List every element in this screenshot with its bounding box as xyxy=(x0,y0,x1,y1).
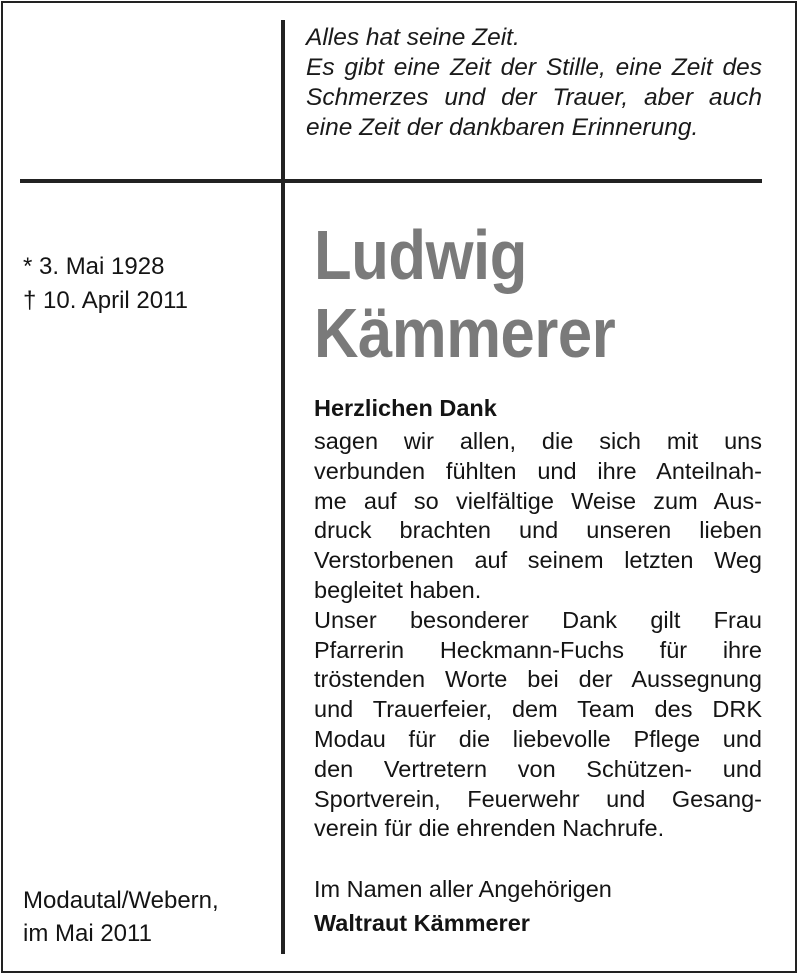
text-line: verbunden fühlten und ihre Anteilnah- xyxy=(314,457,762,484)
text-line: Unser besonderer Dank gilt Frau xyxy=(314,606,762,633)
horizontal-cross-line xyxy=(20,179,762,183)
text-line: verein für die ehrenden Nachrufe. xyxy=(314,815,665,842)
text-line: Verstorbenen auf seinem letzten Weg xyxy=(314,547,762,574)
birth-date: * 3. Mai 1928 xyxy=(23,253,165,280)
deceased-name xyxy=(314,216,656,372)
text-line: und Trauerfeier, dem Team des DRK xyxy=(314,696,762,723)
quote-line: Alles hat seine Zeit. xyxy=(306,24,520,51)
signature-intro: Im Namen aller Angehörigen xyxy=(314,876,612,902)
text-line: Pfarrerin Heckmann-Fuchs für ihre xyxy=(314,636,762,663)
thanks-text xyxy=(314,427,762,844)
quote-line: eine Zeit der dankbaren Erinnerung. xyxy=(306,114,699,141)
text-line: druck brachten und unseren lieben xyxy=(314,517,762,544)
text-line: den Vertretern von Schützen- und xyxy=(314,755,762,782)
deceased-first-name: Ludwig xyxy=(314,216,527,294)
signer-name: Waltraut Kämmerer xyxy=(314,910,530,936)
text-line: Sportverein, Feuerwehr und Gesang- xyxy=(314,785,762,812)
death-date: † 10. April 2011 xyxy=(23,287,189,314)
text-line: me auf so vielfältige Weise zum Aus- xyxy=(314,487,762,514)
text-line: Modau für die liebevolle Pflege und xyxy=(314,725,762,752)
life-dates xyxy=(23,250,188,318)
quote-line: Schmerzes und der Trauer, aber auch xyxy=(306,84,762,111)
vertical-cross-line xyxy=(281,20,285,954)
place-date xyxy=(23,884,219,950)
text-line: tröstenden Worte bei der Aussegnung xyxy=(314,666,762,693)
place-line: Modautal/Webern, xyxy=(23,887,219,914)
thanks-heading: Herzlichen Dank xyxy=(314,395,497,421)
deceased-last-name: Kämmerer xyxy=(314,294,616,372)
text-line: begleitet haben. xyxy=(314,576,482,603)
date-line: im Mai 2011 xyxy=(23,920,152,947)
text-line: sagen wir allen, die sich mit uns xyxy=(314,428,762,454)
quote-line: Es gibt eine Zeit der Stille, eine Zeit des xyxy=(306,54,762,81)
opening-quote xyxy=(306,23,762,143)
signature-block xyxy=(314,872,612,940)
